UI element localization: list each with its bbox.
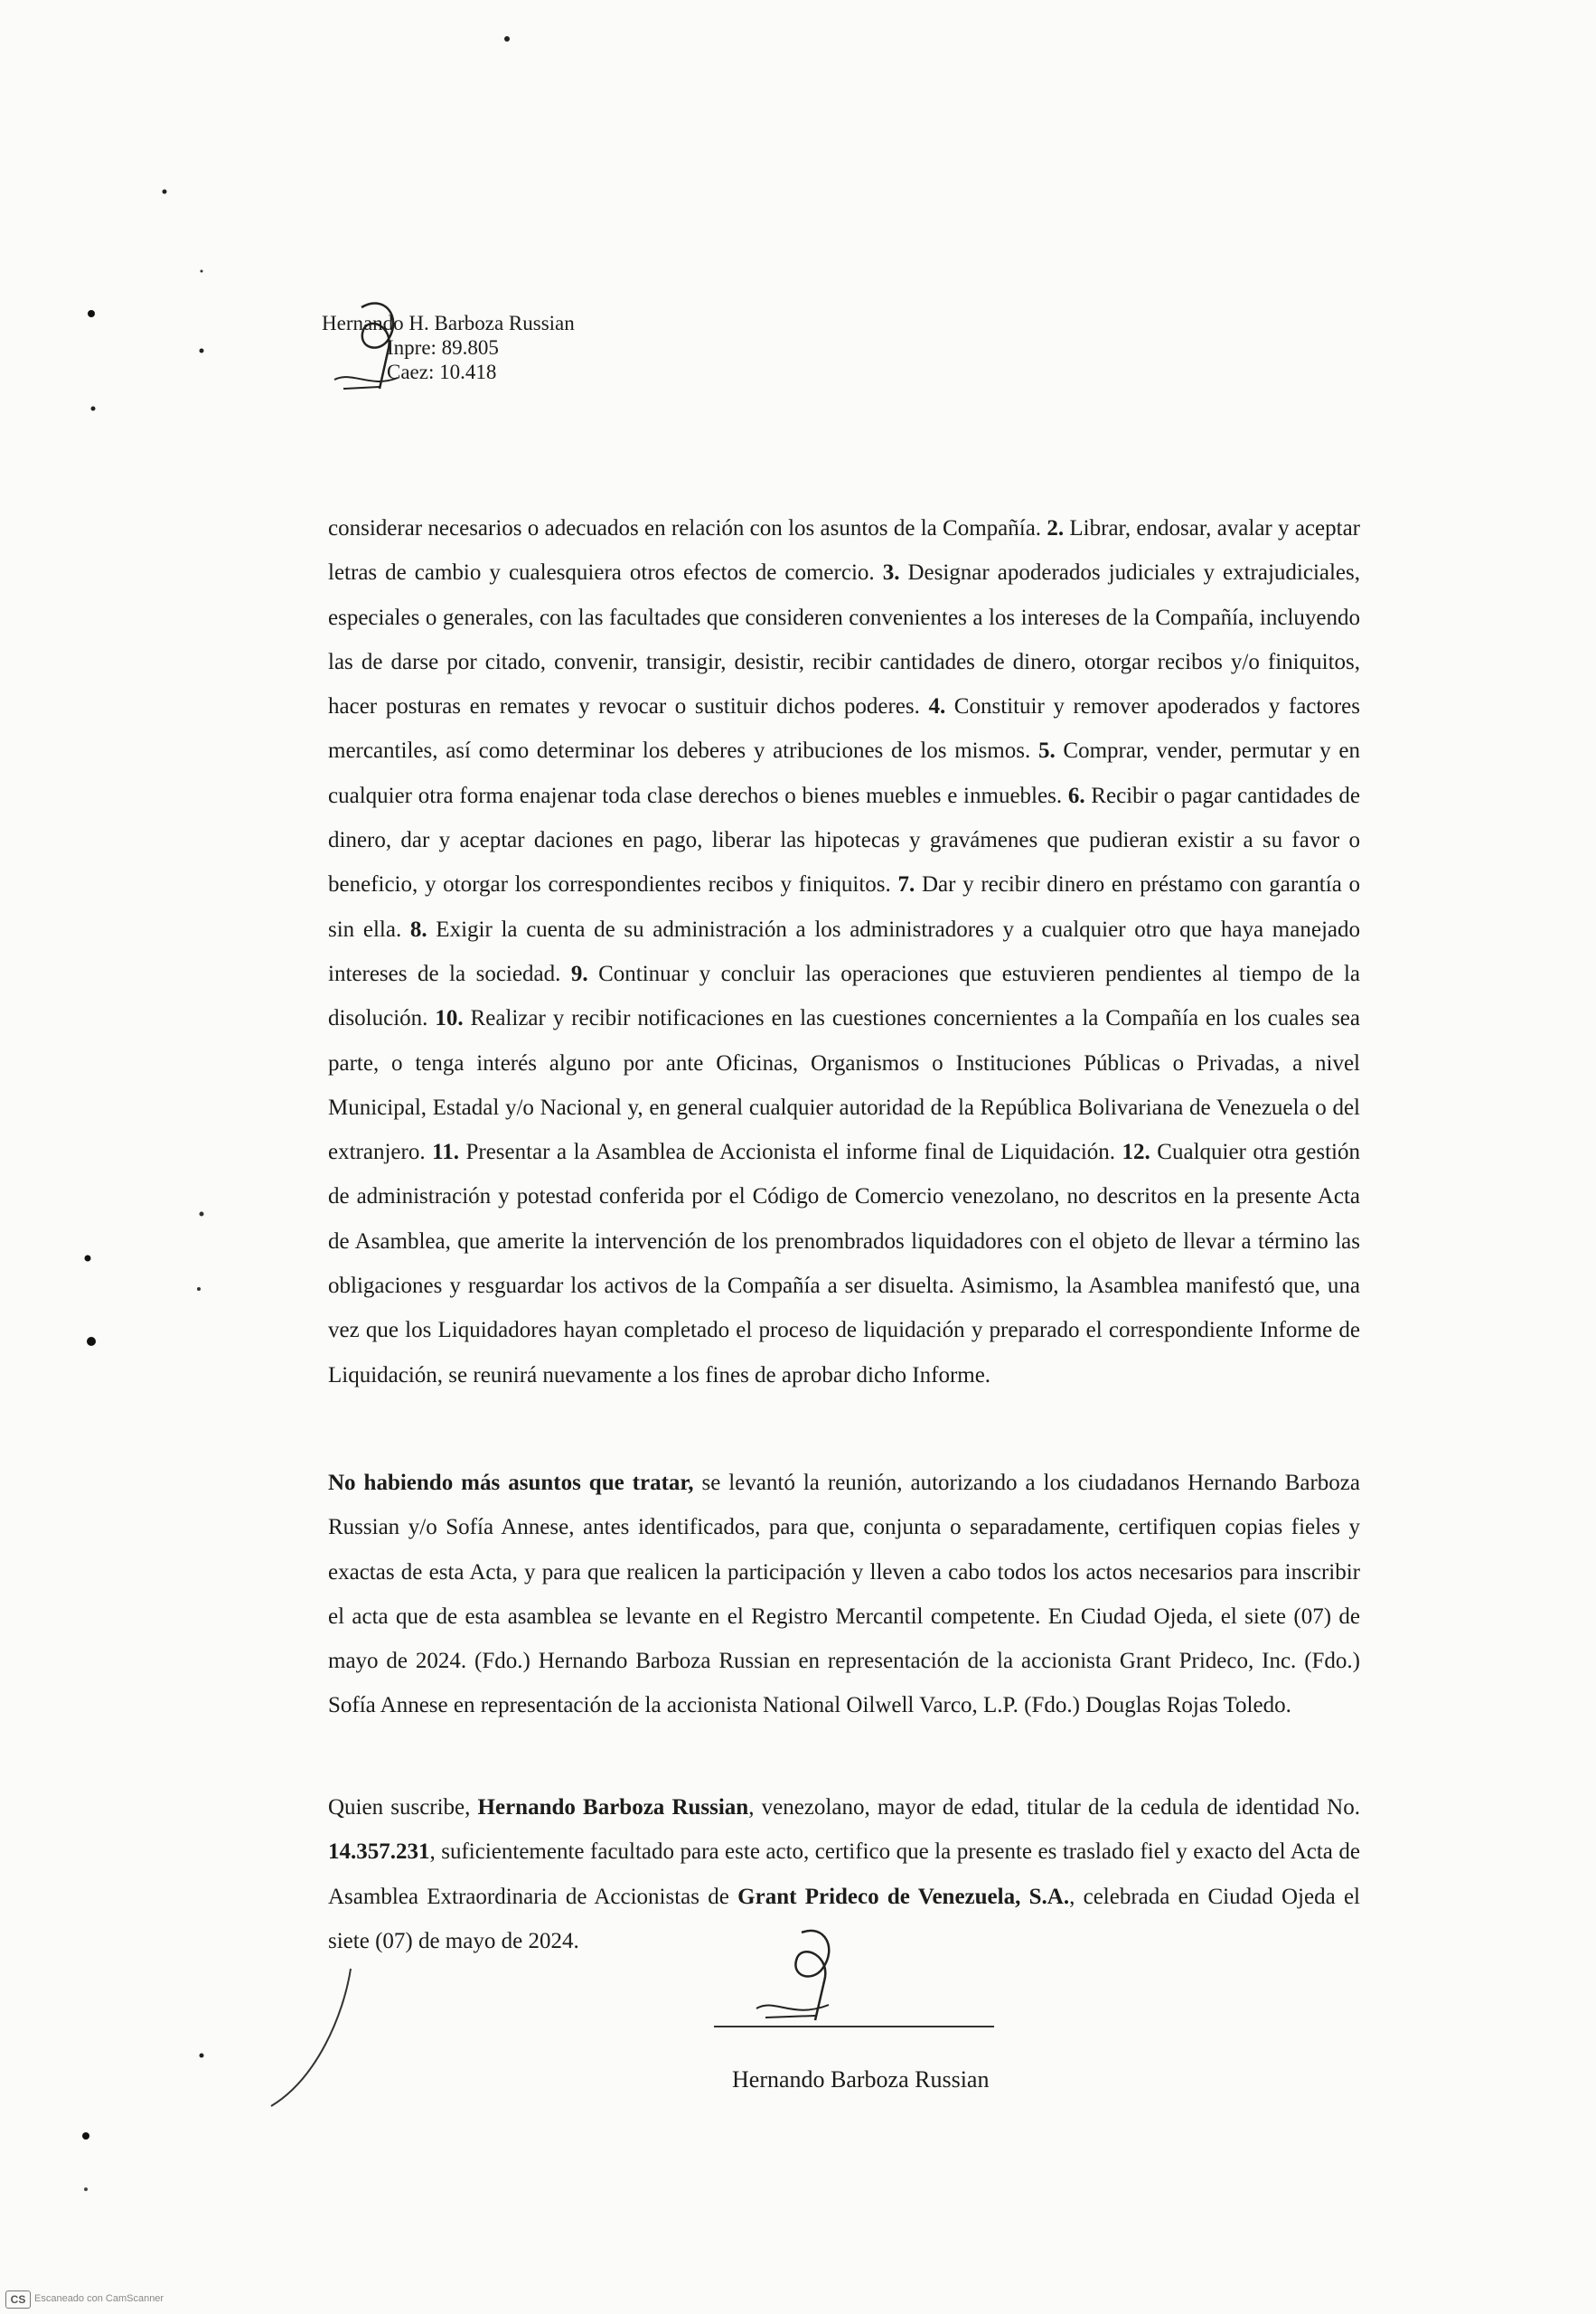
item-number: 9. [570,961,588,986]
item-number: 2. [1047,516,1065,541]
paragraph-closing [328,1461,1360,1728]
header-block [322,311,575,384]
p1-text-10: Realizar y recibir notificaciones en las cuestiones concernientes a la Compañía en los cuales sea parte, o tenga interés alguno por ante Oficinas, Organismos o Instituciones Públicas o Privadas, a nivel Municipal, Estadal y/o Nacional y, en general cualquier autoridad de la República Bolivariana de Venezuela o del extranjero. [328,1006,1360,1165]
p1-text-11: Presentar a la Asamblea de Accionista el informe final de Liquidación. [458,1140,1122,1165]
item-number: 3. [882,560,900,586]
p1-text-9: Continuar y concluir las operaciones que estuvieren pendientes al tiempo de la disolución. [328,961,1360,1031]
item-number: 5. [1037,738,1056,764]
p1-text-3: Designar apoderados judiciales y extrajudiciales, especiales o generales, con las facultades que consideren convenientes a los intereses de la Compañía, incluyendo las de darse por citado, convenir, transigir, desistir, recibir cantidades de dinero, otorgar recibos y/o finiquitos, hacer posturas en remates y revocar o sustituir dichos poderes. [328,560,1361,720]
id-number: 14.357.231 [328,1839,430,1865]
camscanner-logo: CS [5,2290,31,2309]
p3-text-1: Quien suscribe, [328,1795,478,1820]
p3-text-3: , suficientemente facultado para este acto, certifico que la presente es traslado fiel y exacto del Acta de Asamblea Extraordinaria de Accionistas de [328,1839,1360,1909]
item-number: 7. [897,872,915,898]
p1-text-1: considerar necesarios o adecuados en relación con los asuntos de la Compañía. [328,516,1047,541]
item-number: 12. [1122,1140,1150,1165]
p3-text-4: , celebrada en Ciudad Ojeda el siete (07) de mayo de 2024. [328,1884,1360,1953]
p1-text-8: Exigir la cuenta de su administración a los administradores y a cualquier otro que haya manejado intereses de la sociedad. [328,917,1360,986]
certifier-name: Hernando Barboza Russian [477,1795,749,1820]
paragraph-powers [328,506,1360,1397]
header-caez: Caez: 10.418 [387,361,497,383]
company-name: Grant Prideco de Venezuela, S.A. [737,1884,1070,1909]
header-inpre: Inpre: 89.805 [387,336,499,359]
p2-lead: No habiendo más asuntos que tratar, [328,1471,694,1495]
item-number: 6. [1067,783,1085,808]
p1-text-6: Recibir o pagar cantidades de dinero, dar y aceptar daciones en pago, liberar las hipotecas y gravámenes que pudieran existir a su favor o beneficio, y otorgar los correspondientes recibos y finiquitos. [328,783,1360,898]
item-number: 4. [928,694,946,720]
p2-text: se levantó la reunión, autorizando a los ciudadanos Hernando Barboza Russian y/o Sofía Annese, antes identificados, para que, conjunta o separadamente, certifiquen copias fieles y exactas de esta Acta, y para que realicen la participación y lleven a cabo todos los actos necesarios para inscribir el acta que de esta asamblea se levante en el Registro Mercantil competente. En Ciudad Ojeda, el siete (07) de mayo de 2024. (Fdo.) Hernando Barboza Russian en representación de la accionista Grant Prideco, Inc. (Fdo.) Sofía Annese en representación de la accionista National Oilwell Varco, L.P. (Fdo.) Douglas Rojas Toledo. [328,1471,1360,1718]
item-number: 8. [409,917,427,942]
signer-name: Hernando Barboza Russian [732,2066,990,2093]
header-name: Hernando H. Barboza Russian [322,312,575,334]
scanner-watermark: Escaneado con CamScanner [34,2293,164,2304]
signature-line [714,2026,994,2027]
p3-text-2: , venezolano, mayor de edad, titular de la cedula de identidad No. [748,1795,1360,1820]
p1-text-4: Constituir y remover apoderados y factores mercantiles, así como determinar los deberes y atribuciones de los mismos. [328,694,1360,764]
item-number: 10. [435,1006,464,1031]
p1-text-2: Librar, endosar, avalar y aceptar letras de cambio y cualesquiera otros efectos de comercio. [328,516,1360,586]
p1-text-7: Dar y recibir dinero en préstamo con garantía o sin ella. [328,872,1360,942]
p1-text-5: Comprar, vender, permutar y en cualquier otra forma enajenar toda clase derechos o bienes muebles e inmuebles. [328,738,1360,808]
p1-text-12: Cualquier otra gestión de administración y potestad conferida por el Código de Comercio venezolano, no descritos en la presente Acta de Asamblea, que amerite la intervención de los prenombrados liquidadores con el objeto de llevar a término las obligaciones y resguardar los activos de la Compañía a ser disuelta. Asimismo, la Asamblea manifestó que, una vez que los Liquidadores hayan completado el proceso de liquidación y preparado el correspondiente Informe de Liquidación, se reunirá nuevamente a los fines de aprobar dicho Informe. [328,1140,1360,1387]
item-number: 11. [432,1140,459,1165]
closing-signature-mark [752,1925,860,2034]
